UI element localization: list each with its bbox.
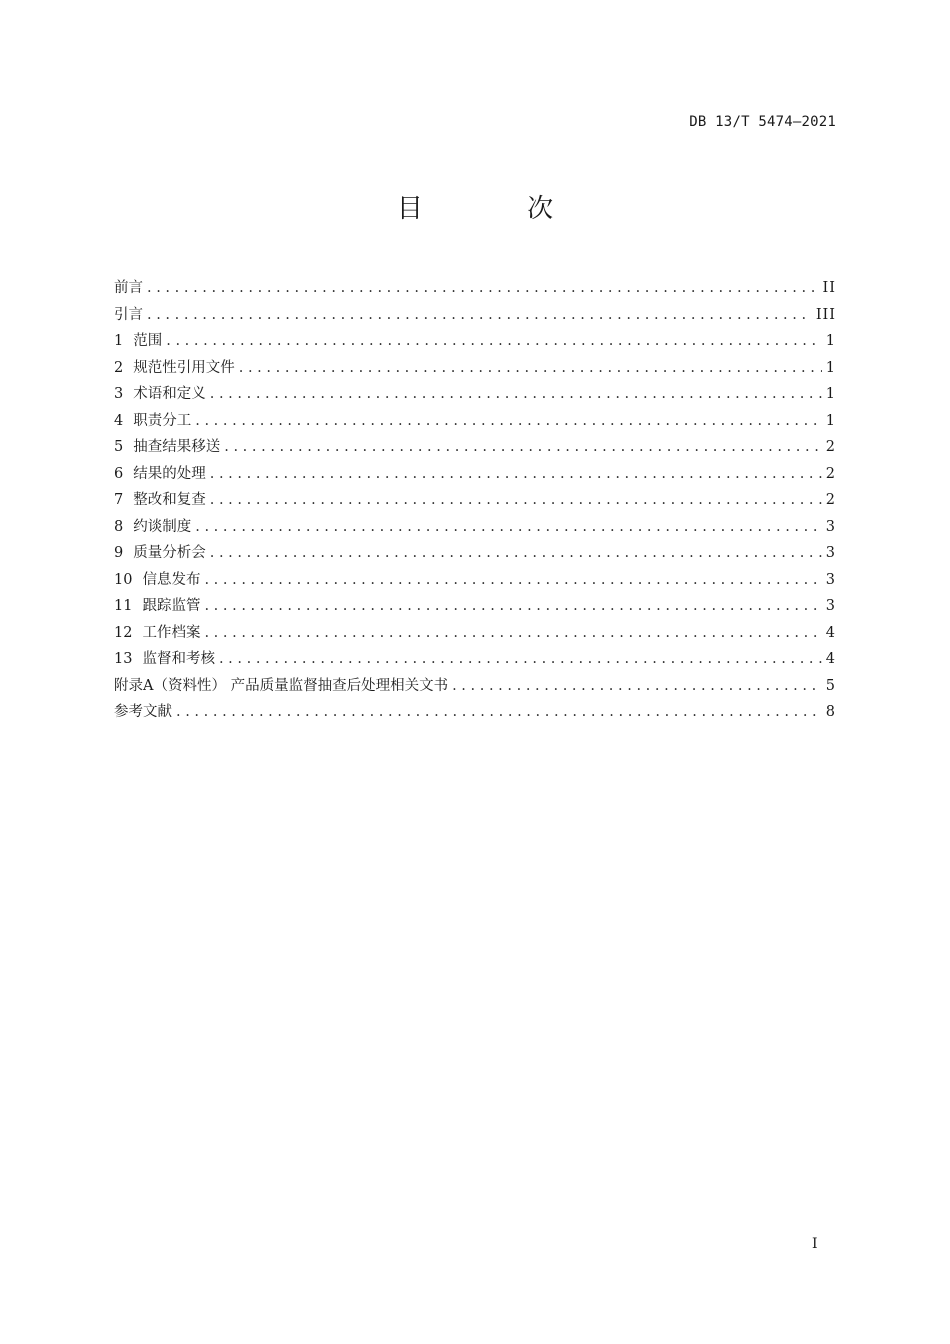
toc-entry-page: 1 (825, 386, 836, 402)
toc-entry-label (114, 620, 200, 647)
toc-leader-dots (210, 381, 822, 408)
toc-entry-text: 结果的处理 (133, 465, 206, 482)
toc-entry-text: 跟踪监管 (142, 598, 201, 614)
toc-entry-number: 10 (114, 571, 133, 588)
toc-entry-label (114, 673, 448, 700)
toc-entry-number: 9 (114, 545, 124, 561)
toc-entry-label (114, 302, 143, 329)
toc-entry[interactable] (114, 567, 836, 594)
toc-entry-number: 7 (114, 492, 124, 508)
toc-leader-dots (219, 646, 822, 673)
toc-entry-page: 4 (825, 624, 836, 641)
toc-entry-label (114, 567, 200, 594)
toc-entry[interactable] (114, 620, 836, 647)
toc-entry-text: 质量分析会 (133, 545, 206, 561)
toc-entry-label (114, 381, 206, 408)
toc-entry-number: 5 (114, 439, 124, 455)
toc-entry-page: 1 (825, 412, 836, 429)
toc-entry-label (114, 699, 172, 726)
toc-entry-label (114, 408, 191, 435)
toc-entry-label (114, 328, 162, 355)
toc-entry-label (114, 593, 200, 620)
toc-entry-page: 2 (825, 492, 836, 508)
toc-entry-text: 参考文献 (114, 704, 172, 720)
toc-entry-page: 3 (825, 518, 836, 535)
toc-entry-number: 6 (114, 465, 124, 482)
toc-entry-page: 3 (825, 545, 836, 561)
toc-entry-label (114, 355, 235, 382)
toc-entry-text: 引言 (114, 306, 143, 323)
toc-leader-dots (147, 275, 819, 302)
toc-leader-dots (176, 699, 822, 726)
toc-entry-number: 2 (114, 359, 124, 376)
toc-entry[interactable] (114, 673, 836, 700)
toc-entry-text: 职责分工 (133, 412, 192, 429)
toc-entry[interactable] (114, 461, 836, 488)
toc-entry-page: 2 (825, 439, 836, 455)
toc-leader-dots (204, 567, 821, 594)
toc-leader-dots (210, 461, 822, 488)
toc-leader-dots (195, 514, 822, 541)
toc-entry-number: 12 (114, 624, 133, 641)
toc-entry-text: 信息发布 (142, 571, 201, 588)
toc-entry-text: 整改和复查 (133, 492, 206, 508)
toc-entry-number: 11 (114, 598, 133, 614)
toc-entry[interactable] (114, 355, 836, 382)
toc-leader-dots (204, 620, 821, 647)
toc-entry-page: 2 (825, 465, 836, 482)
table-of-contents (114, 275, 836, 726)
toc-leader-dots (239, 355, 822, 382)
toc-entry-page: 3 (825, 598, 836, 614)
toc-leader-dots (204, 593, 821, 620)
toc-entry-page: 5 (825, 677, 836, 694)
toc-leader-dots (210, 540, 822, 567)
document-code: DB 13/T 5474—2021 (689, 114, 836, 130)
toc-leader-dots (224, 434, 822, 461)
toc-entry-text: 约谈制度 (133, 518, 192, 535)
toc-entry[interactable] (114, 381, 836, 408)
toc-entry-label (114, 434, 220, 461)
toc-entry-text: 范围 (133, 333, 163, 349)
toc-entry-number: 8 (114, 518, 124, 535)
toc-entry-text: 规范性引用文件 (133, 359, 235, 376)
toc-entry[interactable] (114, 699, 836, 726)
toc-entry-text: 监督和考核 (142, 651, 215, 667)
toc-leader-dots (210, 487, 822, 514)
toc-entry-label (114, 646, 215, 673)
toc-entry[interactable] (114, 408, 836, 435)
toc-leader-dots (195, 408, 822, 435)
toc-entry[interactable] (114, 328, 836, 355)
toc-entry-text: 附录A（资料性） 产品质量监督抽查后处理相关文书 (114, 677, 449, 694)
toc-entry-number: 13 (114, 651, 133, 667)
toc-entry[interactable] (114, 275, 836, 302)
toc-entry[interactable] (114, 302, 836, 329)
page-title: 目 次 (396, 194, 602, 224)
toc-entry[interactable] (114, 434, 836, 461)
toc-entry-label (114, 461, 206, 488)
toc-entry-label (114, 540, 206, 567)
toc-entry-text: 前言 (114, 280, 143, 296)
toc-entry-text: 术语和定义 (133, 386, 206, 402)
toc-leader-dots (147, 302, 812, 329)
toc-entry-page: 1 (825, 359, 836, 376)
toc-entry-text: 工作档案 (142, 624, 201, 641)
toc-entry[interactable] (114, 487, 836, 514)
page-number: I (812, 1236, 818, 1252)
toc-entry-page: II (822, 280, 836, 296)
toc-entry-number: 4 (114, 412, 124, 429)
toc-entry-page: 3 (825, 571, 836, 588)
toc-entry-label (114, 275, 143, 302)
toc-entry[interactable] (114, 646, 836, 673)
toc-entry-number: 1 (114, 333, 124, 349)
toc-entry[interactable] (114, 514, 836, 541)
toc-leader-dots (166, 328, 822, 355)
toc-entry-label (114, 487, 206, 514)
toc-entry-text: 抽查结果移送 (133, 439, 221, 455)
toc-entry-page: 1 (825, 333, 836, 349)
toc-entry-number: 3 (114, 386, 124, 402)
toc-leader-dots (452, 673, 822, 700)
toc-entry-page: III (815, 306, 836, 323)
toc-entry[interactable] (114, 593, 836, 620)
toc-entry-page: 8 (825, 704, 836, 720)
toc-entry[interactable] (114, 540, 836, 567)
toc-entry-page: 4 (825, 651, 836, 667)
toc-entry-label (114, 514, 191, 541)
